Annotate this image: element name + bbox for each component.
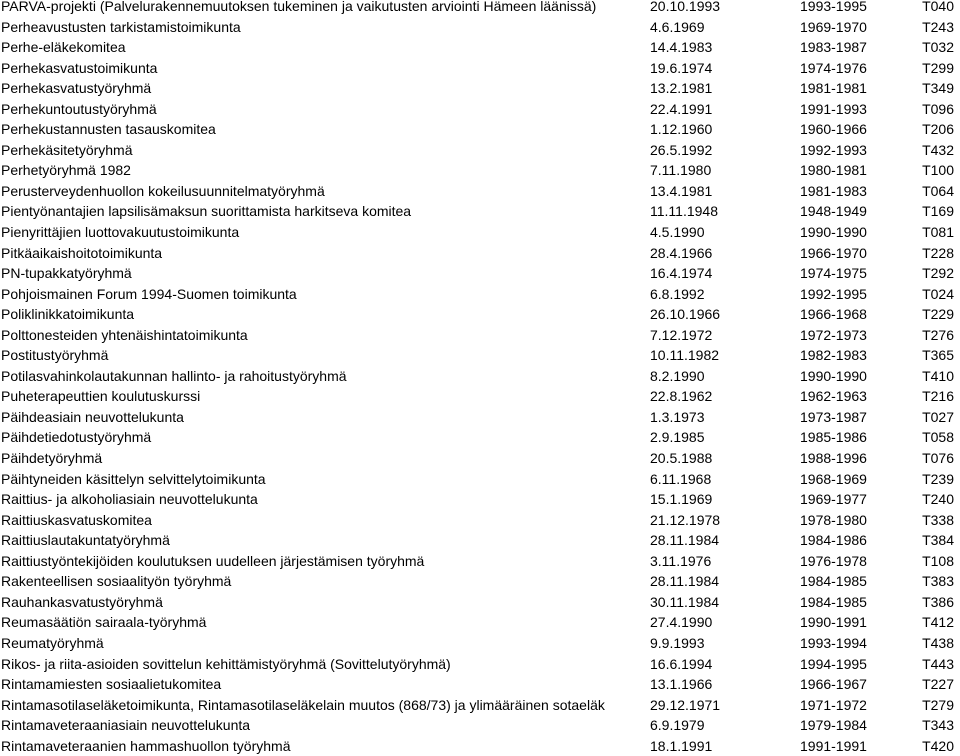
committee-name: Postitustyöryhmä	[1, 347, 109, 364]
table-row	[0, 715, 960, 736]
table-row	[0, 366, 960, 387]
committee-name: Päihtyneiden käsittelyn selvittelytoimikunta	[1, 470, 266, 487]
committee-name: Rintamaveteraaniasiain neuvottelukunta	[1, 717, 251, 734]
active-period: 1980-1981	[800, 162, 867, 179]
table-row	[0, 407, 960, 428]
archive-code: T100	[922, 162, 954, 179]
archive-code: T279	[922, 696, 954, 713]
committee-name: Raittiustyöntekijöiden koulutuksen uudelleen järjestämisen työryhmä	[1, 552, 425, 569]
archive-code: T024	[922, 285, 954, 302]
table-row	[0, 201, 960, 222]
archive-code: T338	[922, 511, 954, 528]
table-row	[0, 345, 960, 366]
committee-name: Rintamaveteraanien hammashuollon työryhmä	[1, 737, 291, 754]
committee-name: Päihdeasiain neuvottelukunta	[1, 408, 184, 425]
active-period: 1960-1966	[800, 121, 867, 138]
archive-code: T240	[922, 491, 954, 508]
start-date: 15.1.1969	[650, 491, 713, 508]
start-date: 9.9.1993	[650, 634, 705, 651]
archive-code: T349	[922, 80, 954, 97]
table-row	[0, 58, 960, 79]
start-date: 21.12.1978	[650, 511, 721, 528]
table-row	[0, 551, 960, 572]
start-date: 13.2.1981	[650, 80, 713, 97]
committee-name: Poliklinikkatoimikunta	[1, 306, 135, 323]
start-date: 4.5.1990	[650, 224, 705, 241]
table-row	[0, 0, 960, 17]
start-date: 6.8.1992	[650, 285, 705, 302]
table-row	[0, 386, 960, 407]
table-row	[0, 119, 960, 140]
start-date: 7.12.1972	[650, 326, 713, 343]
archive-code: T410	[922, 367, 954, 384]
start-date: 14.4.1983	[650, 39, 713, 56]
archive-code: T229	[922, 306, 954, 323]
table-row	[0, 263, 960, 284]
start-date: 16.4.1974	[650, 265, 713, 282]
start-date: 1.12.1960	[650, 121, 713, 138]
archive-code: T064	[922, 182, 954, 199]
committee-name: Perhetyöryhmä 1982	[1, 162, 131, 179]
archive-code: T343	[922, 717, 954, 734]
start-date: 28.11.1984	[650, 573, 720, 590]
archive-code: T096	[922, 100, 954, 117]
table-row	[0, 530, 960, 551]
committee-name: Perhekäsitetyöryhmä	[1, 141, 133, 158]
active-period: 1992-1993	[800, 141, 867, 158]
archive-code: T383	[922, 573, 954, 590]
table-row	[0, 284, 960, 305]
active-period: 1966-1970	[800, 244, 867, 261]
start-date: 13.4.1981	[650, 182, 713, 199]
archive-code: T243	[922, 18, 954, 35]
active-period: 1991-1993	[800, 100, 867, 117]
active-period: 1973-1987	[800, 408, 867, 425]
committee-name: Puheterapeuttien koulutuskurssi	[1, 388, 201, 405]
active-period: 1969-1970	[800, 18, 867, 35]
table-row	[0, 78, 960, 99]
start-date: 8.2.1990	[650, 367, 705, 384]
committee-name: Perheavustusten tarkistamistoimikunta	[1, 18, 241, 35]
committee-name: Päihdetiedotustyöryhmä	[1, 429, 152, 446]
committee-name: Pitkäaikaishoitotoimikunta	[1, 244, 163, 261]
start-date: 18.1.1991	[650, 737, 713, 754]
table-row	[0, 181, 960, 202]
start-date: 29.12.1971	[650, 696, 721, 713]
start-date: 6.9.1979	[650, 717, 705, 734]
active-period: 1992-1995	[800, 285, 867, 302]
committee-name: Polttonesteiden yhtenäishintatoimikunta	[1, 326, 248, 343]
start-date: 22.8.1962	[650, 388, 713, 405]
active-period: 1966-1968	[800, 306, 867, 323]
table-row	[0, 427, 960, 448]
start-date: 26.10.1966	[650, 306, 721, 323]
start-date: 28.4.1966	[650, 244, 713, 261]
table-row	[0, 489, 960, 510]
table-row	[0, 304, 960, 325]
committee-name: Perhekustannusten tasauskomitea	[1, 121, 216, 138]
active-period: 1981-1981	[800, 80, 867, 97]
active-period: 1948-1949	[800, 203, 867, 220]
start-date: 10.11.1982	[650, 347, 720, 364]
archive-code: T386	[922, 593, 954, 610]
table-row	[0, 654, 960, 675]
committee-name: Reumasäätiön sairaala-työryhmä	[1, 614, 207, 631]
committee-name: Pienyrittäjien luottovakuutustoimikunta	[1, 224, 240, 241]
committee-name: Raittius- ja alkoholiasiain neuvottelukunta	[1, 491, 258, 508]
table-row	[0, 243, 960, 264]
archive-code: T412	[922, 614, 954, 631]
active-period: 1994-1995	[800, 655, 867, 672]
committee-name: Perhekuntoutustyöryhmä	[1, 100, 157, 117]
archive-code: T432	[922, 141, 954, 158]
archive-code: T299	[922, 59, 954, 76]
committee-name: Rikos- ja riita-asioiden sovittelun kehittämistyöryhmä (Sovittelutyöryhmä)	[1, 655, 451, 672]
committee-name: Rakenteellisen sosiaalityön työryhmä	[1, 573, 232, 590]
start-date: 2.9.1985	[650, 429, 705, 446]
committee-name: Raittiuskasvatuskomitea	[1, 511, 152, 528]
committee-name: Pientyönantajien lapsilisämaksun suorittamista harkitseva komitea	[1, 203, 412, 220]
archive-code: T228	[922, 244, 954, 261]
table-row	[0, 448, 960, 469]
table-row	[0, 99, 960, 120]
active-period: 1984-1986	[800, 532, 867, 549]
archive-code: T108	[922, 552, 954, 569]
active-period: 1976-1978	[800, 552, 867, 569]
archive-code: T040	[922, 0, 954, 14]
committee-name: PARVA-projekti (Palvelurakennemuutoksen tukeminen ja vaikutusten arviointi Hämeen läänissä)	[1, 0, 597, 14]
active-period: 1962-1963	[800, 388, 867, 405]
start-date: 13.1.1966	[650, 676, 713, 693]
archive-code: T206	[922, 121, 954, 138]
archive-code: T032	[922, 39, 954, 56]
archive-code: T365	[922, 347, 954, 364]
start-date: 4.6.1969	[650, 18, 705, 35]
archive-code: T076	[922, 450, 954, 467]
table-row	[0, 736, 960, 756]
active-period: 1984-1985	[800, 593, 867, 610]
archive-code: T384	[922, 532, 954, 549]
table-row	[0, 17, 960, 38]
archive-code: T438	[922, 634, 954, 651]
committee-name: PN-tupakkatyöryhmä	[1, 265, 132, 282]
start-date: 28.11.1984	[650, 532, 720, 549]
committee-name: Potilasvahinkolautakunnan hallinto- ja rahoitustyöryhmä	[1, 367, 347, 384]
active-period: 1990-1990	[800, 367, 867, 384]
active-period: 1988-1996	[800, 450, 867, 467]
archive-code: T276	[922, 326, 954, 343]
archive-code: T443	[922, 655, 954, 672]
start-date: 16.6.1994	[650, 655, 713, 672]
active-period: 1984-1985	[800, 573, 867, 590]
active-period: 1990-1991	[800, 614, 867, 631]
table-row	[0, 633, 960, 654]
start-date: 7.11.1980	[650, 162, 712, 179]
active-period: 1993-1995	[800, 0, 867, 14]
start-date: 3.11.1976	[650, 552, 712, 569]
active-period: 1979-1984	[800, 717, 867, 734]
table-row	[0, 222, 960, 243]
active-period: 1971-1972	[800, 696, 867, 713]
active-period: 1993-1994	[800, 634, 867, 651]
table-row	[0, 571, 960, 592]
active-period: 1972-1973	[800, 326, 867, 343]
archive-code: T420	[922, 737, 954, 754]
start-date: 30.11.1984	[650, 593, 720, 610]
table-row	[0, 160, 960, 181]
committee-name: Perhekasvatustoimikunta	[1, 59, 158, 76]
committee-name: Rintamasotilaseläketoimikunta, Rintamasotilaseläkelain muutos (868/73) ja ylimääräinen sotaeläk	[1, 696, 605, 713]
archive-code: T169	[922, 203, 954, 220]
active-period: 1991-1991	[800, 737, 867, 754]
active-period: 1981-1983	[800, 182, 867, 199]
active-period: 1968-1969	[800, 470, 867, 487]
active-period: 1990-1990	[800, 224, 867, 241]
committee-name: Perusterveydenhuollon kokeilusuunnitelmatyöryhmä	[1, 182, 325, 199]
archive-code: T058	[922, 429, 954, 446]
archive-code: T081	[922, 224, 954, 241]
active-period: 1985-1986	[800, 429, 867, 446]
active-period: 1969-1977	[800, 491, 867, 508]
committee-name: Perhe-eläkekomitea	[1, 39, 126, 56]
table-row	[0, 325, 960, 346]
table-row	[0, 37, 960, 58]
active-period: 1974-1976	[800, 59, 867, 76]
archive-code: T292	[922, 265, 954, 282]
start-date: 22.4.1991	[650, 100, 713, 117]
start-date: 26.5.1992	[650, 141, 713, 158]
committee-name: Reumatyöryhmä	[1, 634, 104, 651]
archive-code: T027	[922, 408, 954, 425]
start-date: 27.4.1990	[650, 614, 713, 631]
active-period: 1966-1967	[800, 676, 867, 693]
table-row	[0, 140, 960, 161]
committee-name: Rintamamiesten sosiaalietukomitea	[1, 676, 222, 693]
table-row	[0, 510, 960, 531]
start-date: 20.10.1993	[650, 0, 721, 14]
table-row	[0, 695, 960, 716]
committee-name: Raittiuslautakuntatyöryhmä	[1, 532, 170, 549]
table-row	[0, 469, 960, 490]
active-period: 1978-1980	[800, 511, 867, 528]
active-period: 1974-1975	[800, 265, 867, 282]
committee-name: Pohjoismainen Forum 1994-Suomen toimikunta	[1, 285, 297, 302]
active-period: 1982-1983	[800, 347, 867, 364]
archive-code: T239	[922, 470, 954, 487]
committee-name: Päihdetyöryhmä	[1, 450, 103, 467]
archive-code: T227	[922, 676, 954, 693]
committee-name: Rauhankasvatustyöryhmä	[1, 593, 163, 610]
start-date: 11.11.1948	[650, 203, 718, 220]
active-period: 1983-1987	[800, 39, 867, 56]
table-row	[0, 612, 960, 633]
start-date: 1.3.1973	[650, 408, 705, 425]
start-date: 19.6.1974	[650, 59, 713, 76]
start-date: 20.5.1988	[650, 450, 713, 467]
archive-code: T216	[922, 388, 954, 405]
committee-name: Perhekasvatustyöryhmä	[1, 80, 152, 97]
table-row	[0, 592, 960, 613]
start-date: 6.11.1968	[650, 470, 712, 487]
